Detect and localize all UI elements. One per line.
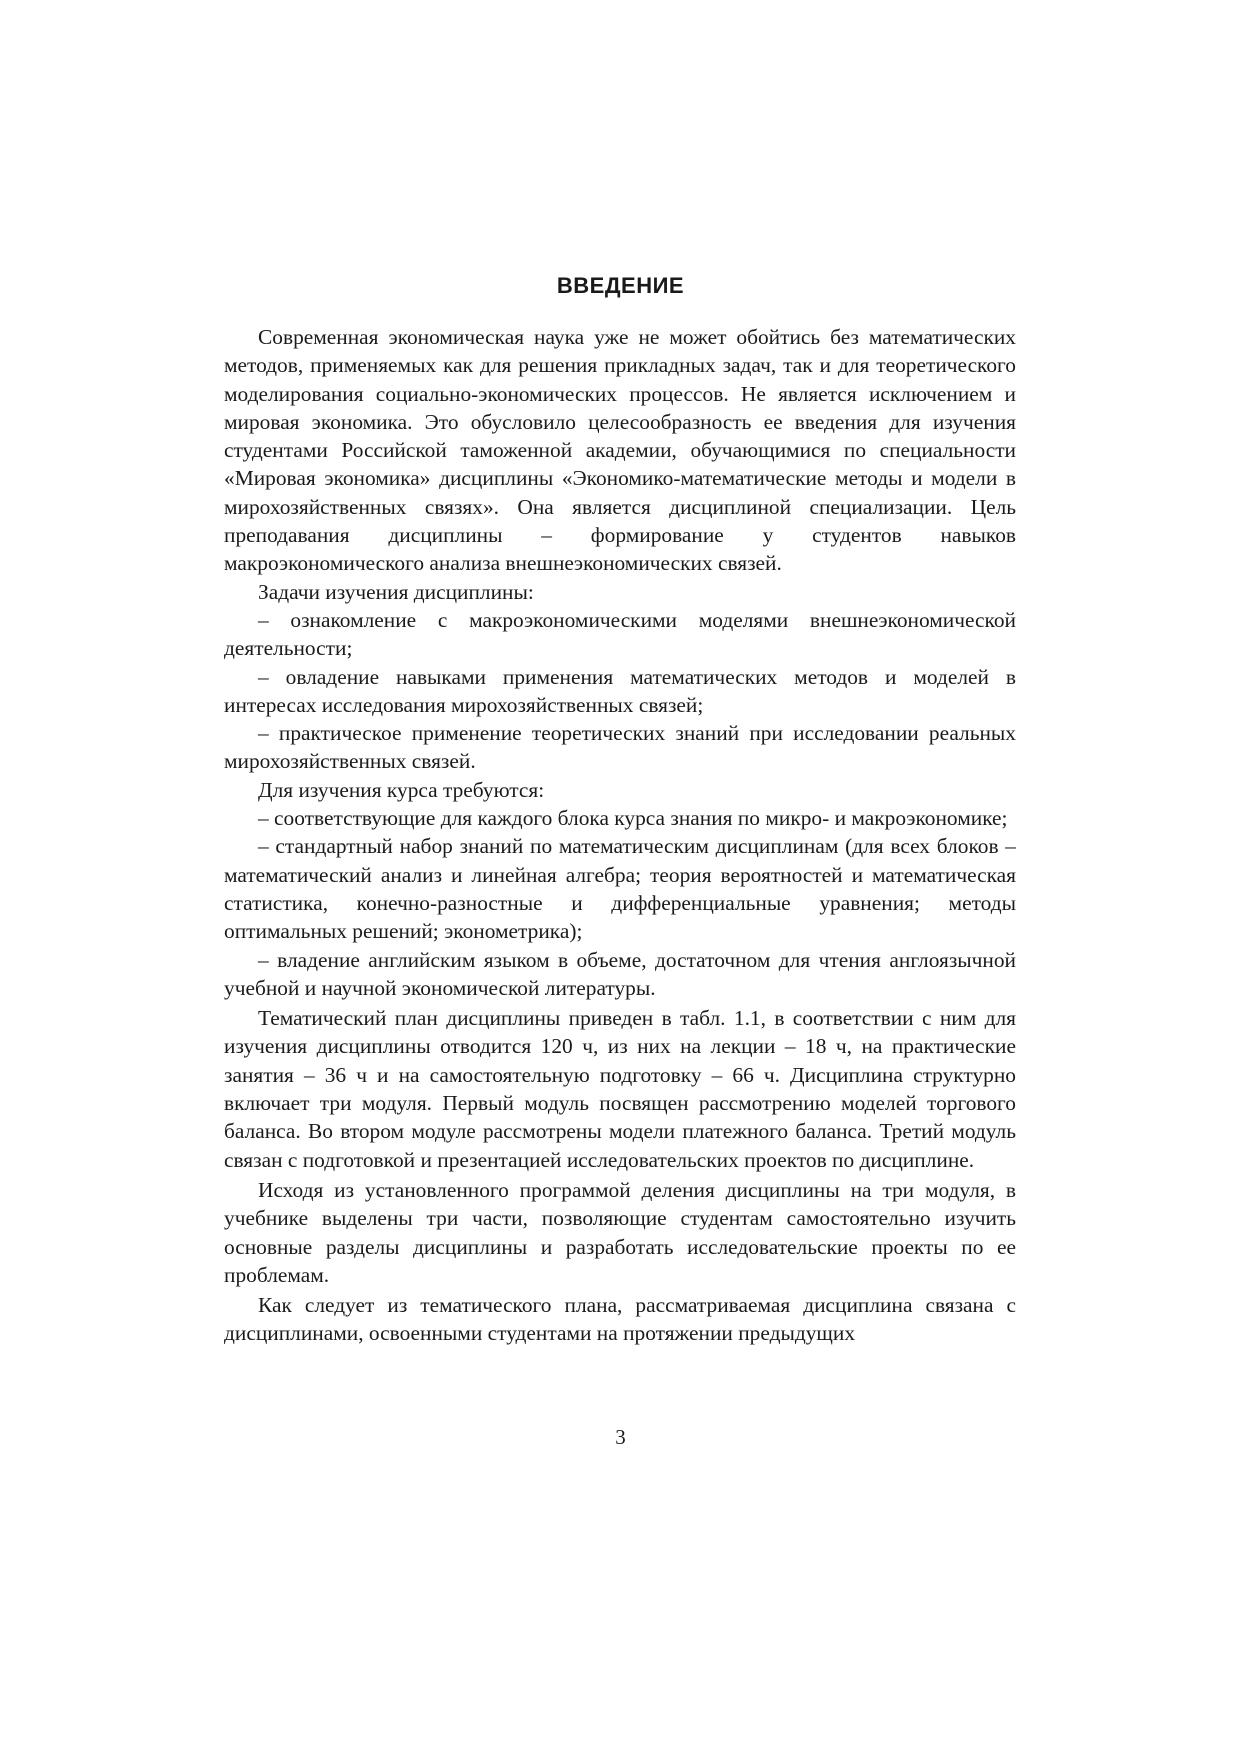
list-item: – практическое применение теоретических знаний при исследовании реальных мирохозяйственных связей. (224, 721, 1016, 774)
paragraph: Современная экономическая наука уже не может обойтись без математических методов, применяемых как для решения прикладных задач, так и для теоретического моделирования социально-экономических процессов. Не является исключением и мировая экономика. Это обусловило целесообразность ее введения для изучения студентами Российской таможенной академии, обучающимися по специальности «Мировая экономика» дисциплины «Экономико-математические методы и модели в мирохозяйственных связях». Она является дисциплиной специализации. Цель преподавания дисциплины – формирование у студентов навыков макроэкономического анализа внешнеэкономических связей. (224, 325, 1016, 576)
list-item: – владение английским языком в объеме, достаточном для чтения англоязычной учебной и научной экономической литературы. (224, 947, 1016, 1000)
list-item: – соответствующие для каждого блока курса знания по микро- и макроэкономике; (258, 806, 1008, 831)
paragraph: Задачи изучения дисциплины: (258, 579, 534, 604)
paragraph: Как следует из тематического плана, рассматриваемая дисциплина связана с дисциплинами, освоенными студентами на протяжении предыдущих (224, 1293, 1016, 1346)
list-item: – ознакомление с макроэкономическими моделями внешнеэкономической деятельности; (224, 607, 1016, 661)
list-item: – овладение навыками применения математических методов и моделей в интересах исследования мирохозяйственных связей; (224, 664, 1016, 717)
list-item: – стандартный набор знаний по математическим дисциплинам (для всех блоков – математический анализ и линейная алгебра; теория вероятностей и математическая статистика, конечно-разностные и дифференциальные уравнения; методы оптимальных решений; эконометрика); (224, 834, 1016, 944)
paragraph: Исходя из установленного программой деления дисциплины на три модуля, в учебнике выделены три части, позволяющие студентам самостоятельно изучить основные разделы дисциплины и разработать исследовательские проекты по ее проблемам. (224, 1177, 1016, 1287)
page-number: 3 (615, 1425, 626, 1449)
paragraph: Для изучения курса требуются: (258, 777, 545, 802)
paragraph: Тематический план дисциплины приведен в табл. 1.1, в соответствии с ним для изучения дисциплины отводится 120 ч, из них на лекции – 18 ч, на практические занятия – 36 ч и на самостоятельную подготовку – 66 ч. Дисциплина структурно включает три модуля. Первый модуль посвящен рассмотрению моделей торгового баланса. Во втором модуле рассмотрены модели платежного баланса. Третий модуль связан с подготовкой и презентацией исследовательских проектов по дисциплине. (224, 1006, 1016, 1172)
page-title: ВВЕДЕНИЕ (556, 273, 685, 298)
body-text (224, 323, 1016, 1348)
